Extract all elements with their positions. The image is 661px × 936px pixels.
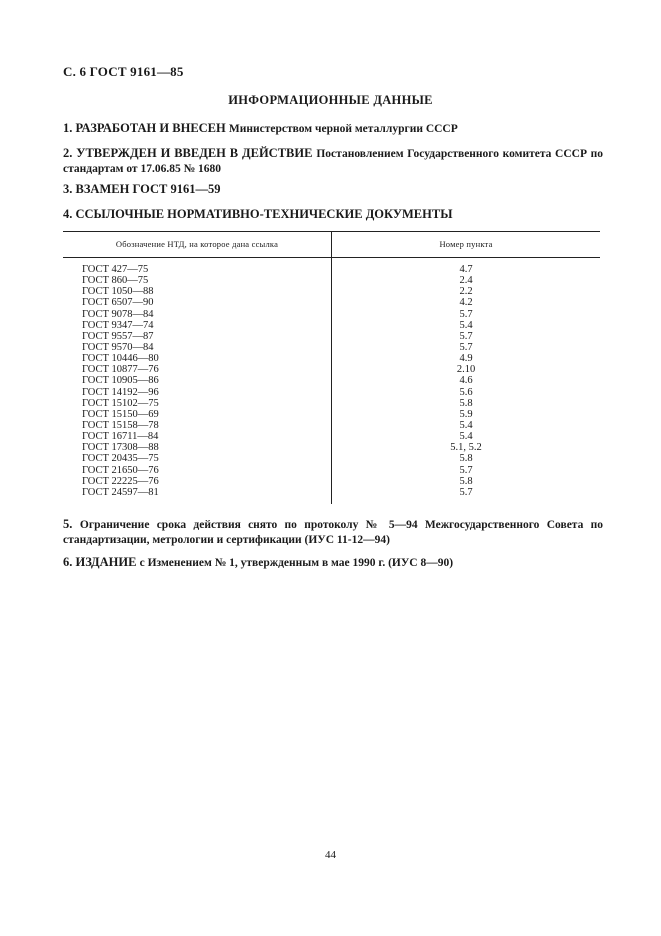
table-row — [63, 409, 600, 420]
item-lead: УТВЕРЖДЕН И ВВЕДЕН В ДЕЙСТВИЕ — [76, 146, 313, 160]
document-designation: ГОСТ 21650—76 — [82, 464, 159, 476]
clause-number: 2.10 — [456, 364, 476, 376]
section-title: ИНФОРМАЦИОННЫЕ ДАННЫЕ — [228, 93, 433, 107]
document-designation: ГОСТ 22225—76 — [82, 475, 159, 487]
document-designation: ГОСТ 17308—88 — [82, 442, 159, 454]
clause-number: 2.4 — [459, 275, 473, 287]
document-designation: ГОСТ 14192—96 — [82, 386, 159, 398]
table-row — [63, 331, 600, 342]
table-row — [63, 375, 600, 386]
item-lead: ИЗДАНИЕ — [75, 555, 137, 569]
item-number: 4. — [63, 207, 73, 221]
item-lead: ВЗАМЕН ГОСТ 9161—59 — [75, 182, 221, 196]
clause-number: 5.7 — [459, 464, 473, 476]
table-row — [63, 286, 600, 297]
document-designation: ГОСТ 9078—84 — [82, 308, 154, 320]
clause-number: 5.8 — [459, 453, 473, 465]
document-designation: ГОСТ 9347—74 — [82, 319, 154, 331]
document-designation: ГОСТ 10446—80 — [82, 353, 159, 365]
reference-documents-table — [63, 231, 600, 504]
clause-number: 5.4 — [459, 419, 473, 431]
document-designation: ГОСТ 427—75 — [82, 264, 149, 275]
table-row — [63, 465, 600, 476]
document-designation: ГОСТ 15102—75 — [82, 397, 159, 409]
document-designation: ГОСТ 10877—76 — [82, 364, 159, 376]
table-row — [63, 442, 600, 453]
clause-number: 5.8 — [459, 475, 473, 487]
table-row — [63, 297, 600, 308]
clause-number: 5.7 — [459, 330, 473, 342]
clause-number: 4.7 — [459, 264, 473, 275]
item-number: 2. — [63, 146, 73, 160]
item-number: 5. — [63, 517, 73, 531]
table-row — [63, 487, 600, 498]
item-text: Постановлением Государственного комитета СССР по стандартам от 17.06.85 № 1680 — [63, 148, 604, 175]
info-item-1 — [63, 121, 603, 136]
item-lead: ССЫЛОЧНЫЕ НОРМАТИВНО-ТЕХНИЧЕСКИЕ ДОКУМЕНТЫ — [75, 207, 453, 221]
document-designation: ГОСТ 16711—84 — [82, 431, 159, 443]
table-row — [63, 364, 600, 375]
item-number: 3. — [63, 182, 73, 196]
clause-number: 5.6 — [459, 386, 473, 398]
document-designation: ГОСТ 15158—78 — [82, 419, 159, 431]
item-text: с Изменением № 1, утвержденным в мае 1990 г. (ИУС 8—90) — [139, 557, 454, 569]
column-header-clause: Номер пункта — [439, 239, 493, 249]
document-designation: ГОСТ 20435—75 — [82, 453, 159, 465]
document-designation: ГОСТ 15150—69 — [82, 408, 159, 420]
clause-number: 5.1, 5.2 — [450, 442, 482, 454]
table-row — [63, 320, 600, 331]
clause-number: 5.4 — [459, 319, 473, 331]
document-designation: ГОСТ 24597—81 — [82, 486, 159, 498]
item-number: 1. — [63, 121, 73, 135]
document-designation: ГОСТ 9557—87 — [82, 330, 154, 342]
page-header: С. 6 ГОСТ 9161—85 — [63, 64, 184, 79]
clause-number: 4.6 — [459, 375, 473, 387]
item-lead: РАЗРАБОТАН И ВНЕСЕН — [75, 121, 226, 135]
table-row — [63, 453, 600, 464]
info-item-6 — [63, 555, 603, 570]
document-designation: ГОСТ 1050—88 — [82, 286, 154, 298]
table-row — [63, 420, 600, 431]
table-row — [63, 353, 600, 364]
clause-number: 5.7 — [459, 308, 473, 320]
info-item-3 — [63, 182, 603, 196]
document-designation: ГОСТ 6507—90 — [82, 297, 154, 309]
table-row — [63, 476, 600, 487]
clause-number: 5.7 — [459, 341, 473, 353]
item-text: Министерством черной металлургии СССР — [228, 123, 458, 135]
table-row — [63, 398, 600, 409]
document-designation: ГОСТ 9570—84 — [82, 341, 154, 353]
info-item-2 — [63, 146, 603, 176]
clause-number: 2.2 — [459, 286, 473, 298]
document-designation: ГОСТ 860—75 — [82, 275, 149, 287]
info-item-5 — [63, 517, 603, 547]
table-row — [63, 309, 600, 320]
clause-number: 5.4 — [459, 431, 473, 443]
clause-number: 5.9 — [459, 408, 473, 420]
table-row — [63, 387, 600, 398]
item-number: 6. — [63, 555, 73, 569]
page-number: 44 — [325, 849, 336, 861]
column-header-document: Обозначение НТД, на которое дана ссылка — [115, 239, 279, 249]
document-designation: ГОСТ 10905—86 — [82, 375, 159, 387]
table-row — [63, 431, 600, 442]
clause-number: 5.7 — [459, 486, 473, 498]
clause-number: 4.9 — [459, 353, 473, 365]
item-text: Ограничение срока действия снято по протоколу № 5—94 Межгосударственного Совета по стандартизации, метрологии и сертификации (ИУС 11-12—94) — [63, 519, 603, 546]
info-item-4 — [63, 207, 603, 221]
table-row — [63, 264, 600, 275]
clause-number: 4.2 — [459, 297, 473, 309]
table-row — [63, 275, 600, 286]
clause-number: 5.8 — [459, 397, 473, 409]
table-body — [63, 264, 600, 498]
table-row — [63, 342, 600, 353]
